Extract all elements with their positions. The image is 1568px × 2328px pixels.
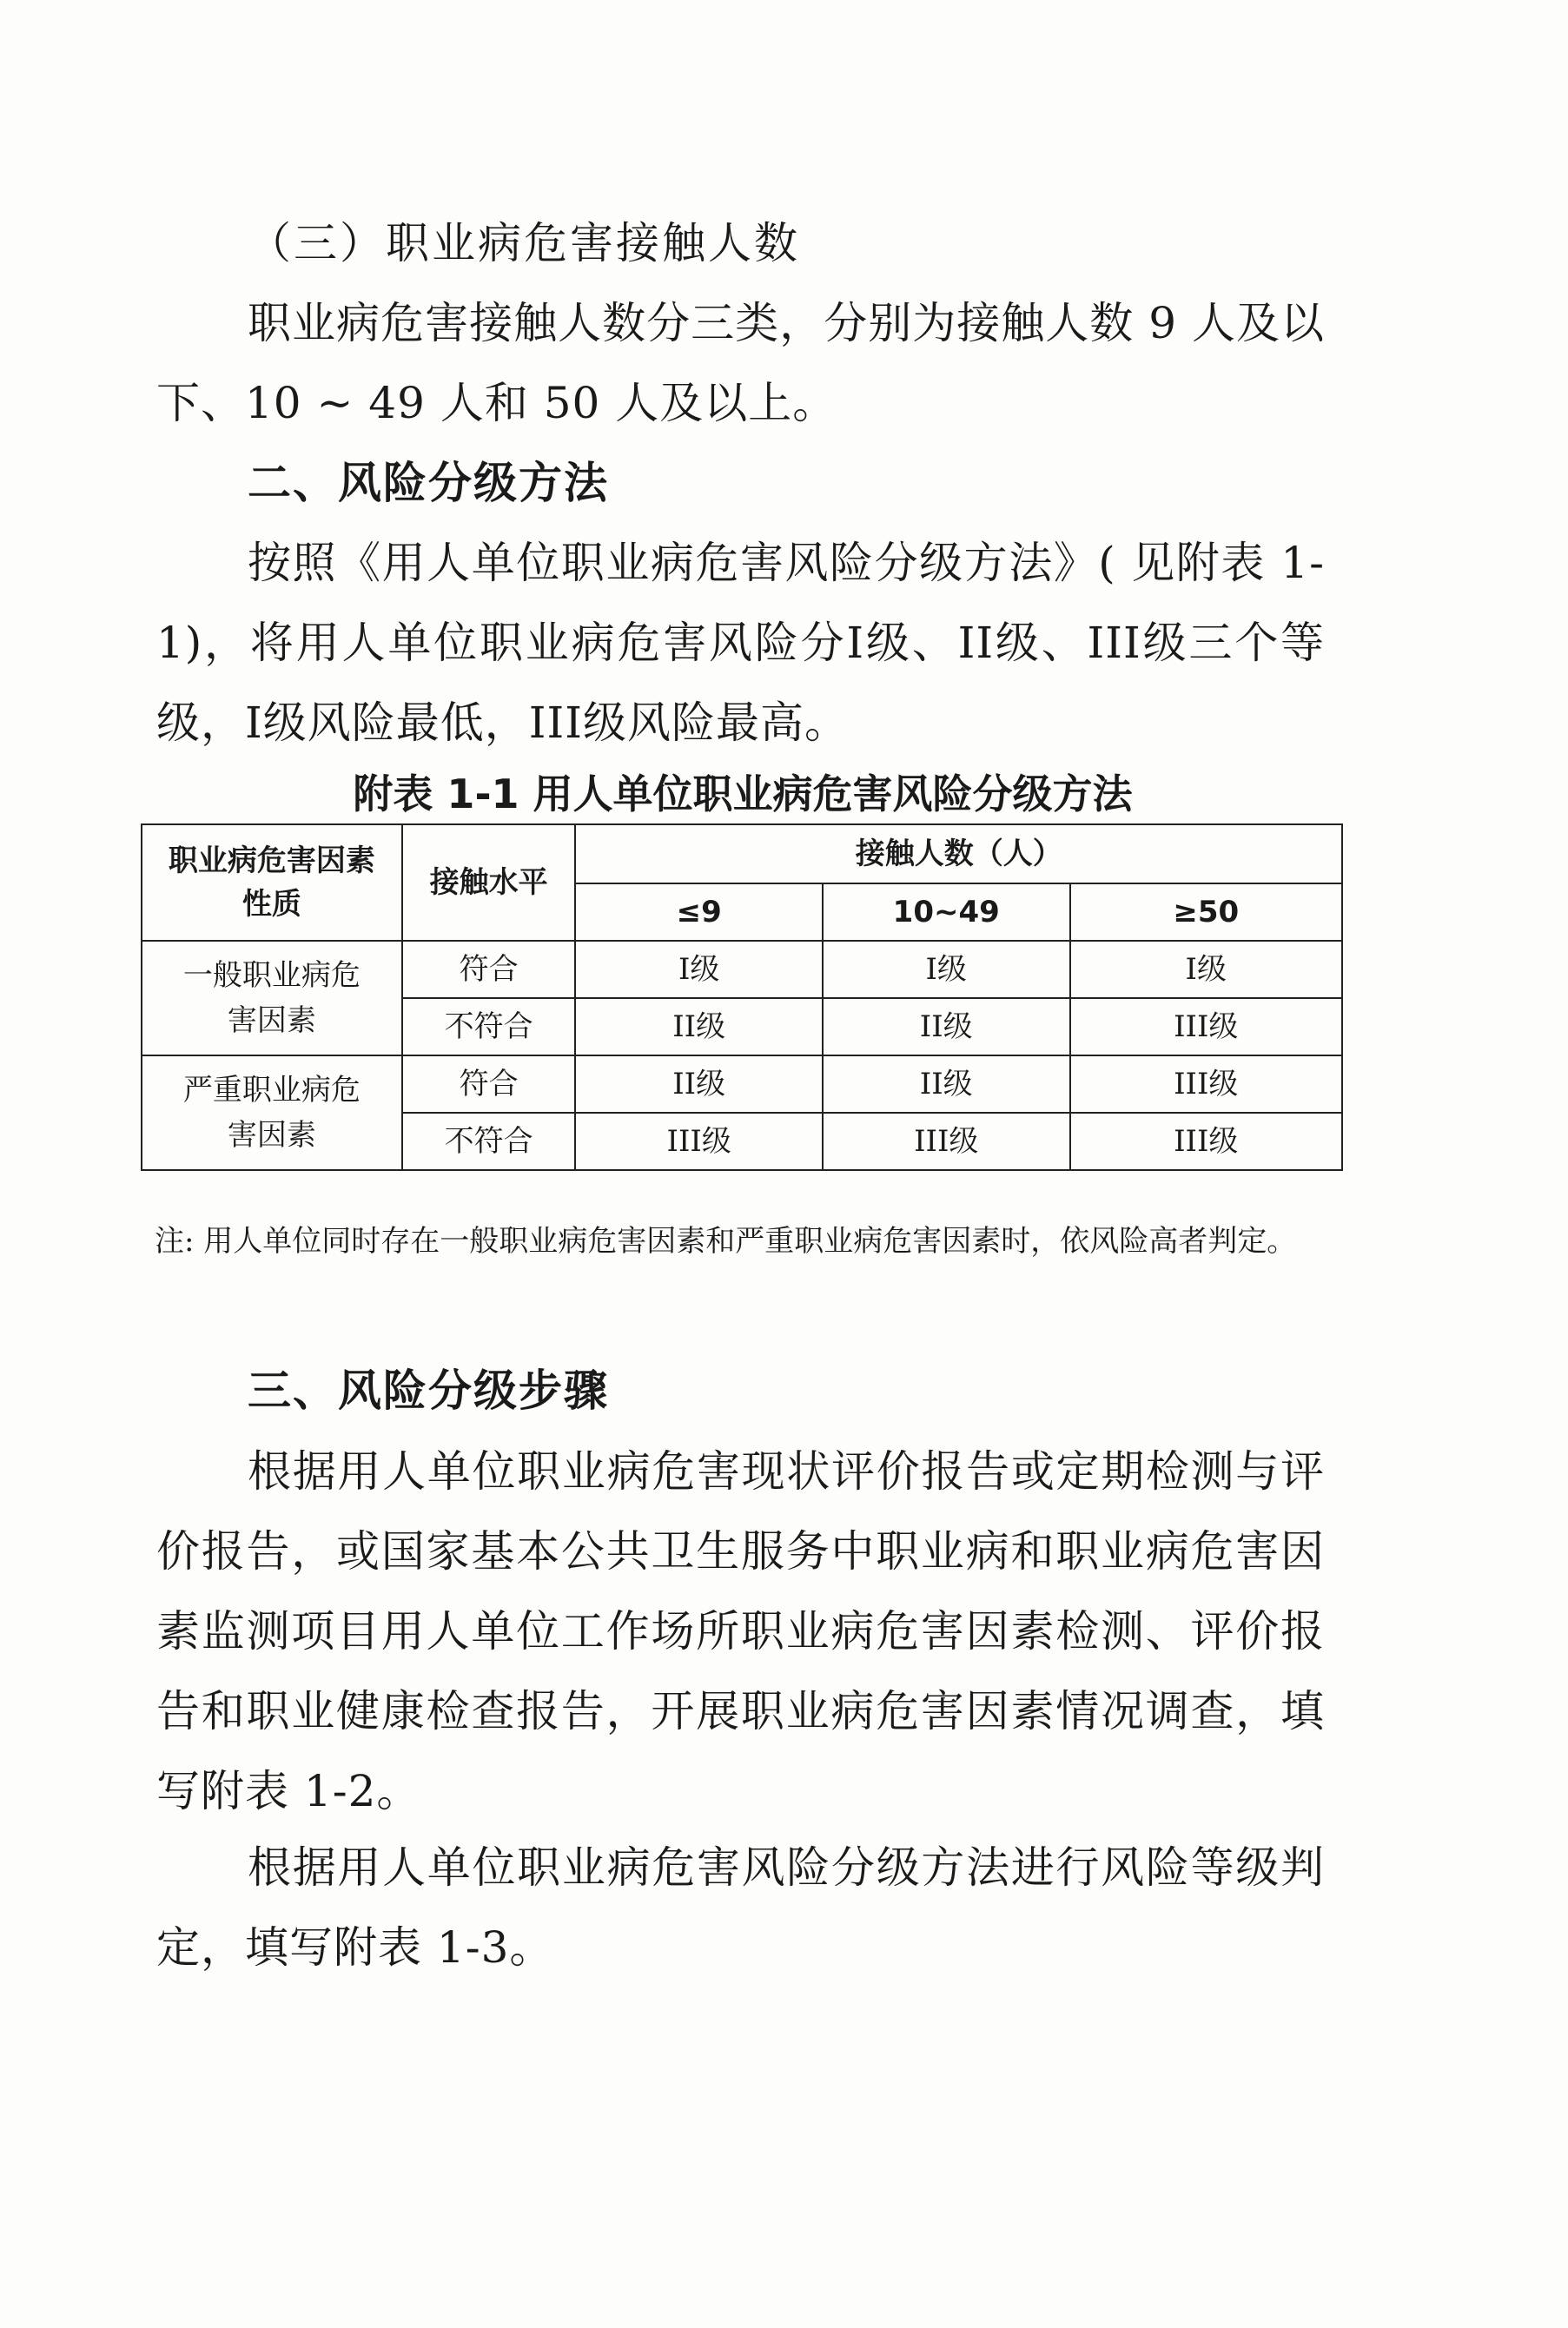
section-heading-method: 二、风险分级方法 [248,458,609,508]
grade-cell: II级 [575,1055,822,1113]
grade-cell: III级 [1070,1055,1342,1113]
table-row [142,1055,1342,1113]
paragraph-method: 按照《用人单位职业病危害风险分级方法》( 见附表 1-1)，将用人单位职业病危害风险分I级、II级、III级三个等级，I级风险最低，III级风险最高。 [156,538,1325,748]
grade-cell: III级 [575,1113,822,1170]
table-note: 注: 用人单位同时存在一般职业病危害因素和严重职业病危害因素时，依风险高者判定。 [155,1224,1297,1259]
level-cell: 不符合 [402,998,576,1055]
grade-cell: I级 [575,941,822,998]
factor-severe: 严重职业病危害因素 [142,1055,402,1170]
grade-cell: II级 [823,998,1070,1055]
grade-cell: I级 [1070,941,1342,998]
header-count-ge50: ≥50 [1070,883,1342,941]
risk-classification-table [141,823,1343,1171]
header-contact-level: 接触水平 [402,824,576,941]
grade-cell: III级 [823,1113,1070,1170]
paragraph-steps-2: 根据用人单位职业病危害风险分级方法进行风险等级判定，填写附表 1-3。 [156,1842,1325,1973]
level-cell: 符合 [402,1055,576,1113]
header-contact-count: 接触人数（人） [575,824,1342,883]
factor-general: 一般职业病危害因素 [142,941,402,1055]
header-count-10-49: 10~49 [823,883,1070,941]
level-cell: 符合 [402,941,576,998]
section-heading-contact-count: （三）职业病危害接触人数 [248,218,800,268]
grade-cell: II级 [575,998,822,1055]
table-row [142,941,1342,998]
level-cell: 不符合 [402,1113,576,1170]
grade-cell: I级 [823,941,1070,998]
table-title: 附表 1-1 用人单位职业病危害风险分级方法 [353,770,1133,817]
grade-cell: II级 [823,1055,1070,1113]
header-count-le9: ≤9 [575,883,822,941]
grade-cell: III级 [1070,998,1342,1055]
section-heading-steps: 三、风险分级步骤 [248,1366,609,1416]
header-factor-nature: 职业病危害因素性质 [142,824,402,941]
grade-cell: III级 [1070,1113,1342,1170]
paragraph-steps-1: 根据用人单位职业病危害现状评价报告或定期检测与评价报告，或国家基本公共卫生服务中职业病和职业病危害因素监测项目用人单位工作场所职业病危害因素检测、评价报告和职业健康检查报告，开展职业病危害因素情况调查，填写附表 1-2。 [156,1446,1325,1816]
paragraph-contact-count: 职业病危害接触人数分三类，分别为接触人数 9 人及以下、10 ~ 49 人和 50 人及以上。 [156,298,1325,428]
